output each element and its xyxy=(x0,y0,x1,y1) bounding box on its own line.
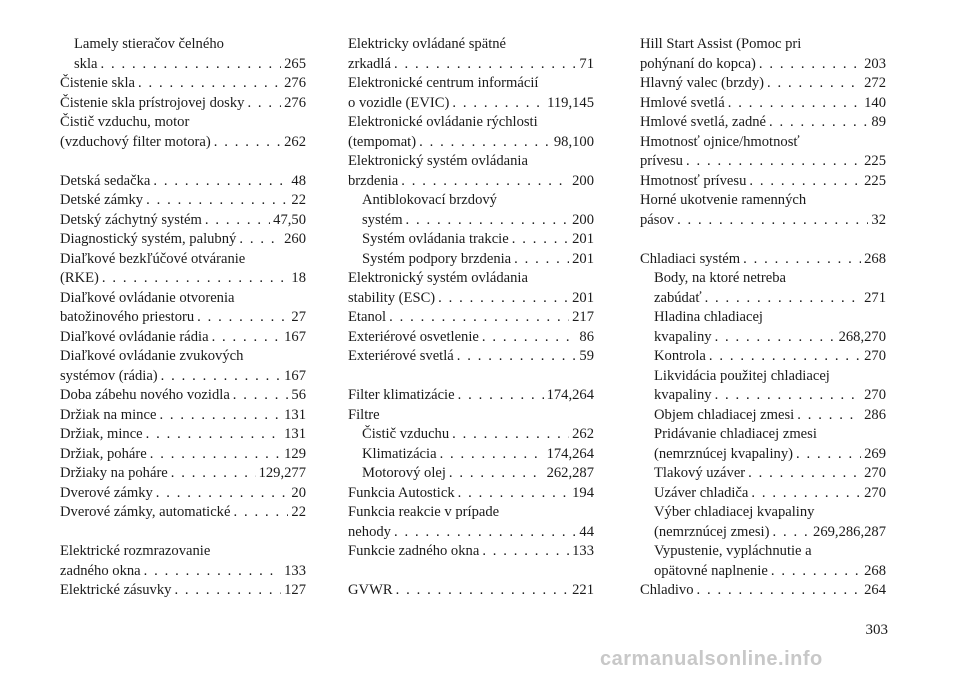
index-entry-page[interactable]: 269,286,287 xyxy=(813,523,886,540)
index-entry-text: Chladiaci systém xyxy=(640,250,741,267)
index-entry xyxy=(348,35,594,55)
dot-leader xyxy=(401,172,569,192)
index-entry-text: Kontrola xyxy=(654,348,706,364)
index-entry xyxy=(348,386,594,406)
index-entry-page[interactable]: 131 xyxy=(284,426,306,442)
dot-leader xyxy=(452,94,544,114)
index-spacer xyxy=(348,367,594,387)
index-entry-page[interactable]: 47,50 xyxy=(273,211,306,228)
index-entry xyxy=(640,581,886,601)
index-entry-page[interactable]: 268 xyxy=(864,562,886,579)
index-entry xyxy=(640,347,886,367)
index-entry-page[interactable]: 127 xyxy=(284,582,306,598)
index-entry-text: Motorový olej xyxy=(362,465,446,481)
index-entry-text: Hmotnosť prívesu xyxy=(640,172,747,189)
index-entry-page[interactable]: 200 xyxy=(572,211,594,228)
dot-leader xyxy=(150,445,281,465)
index-entry-page[interactable]: 272 xyxy=(864,75,886,91)
index-entry-text: Držiak na mince xyxy=(60,406,157,423)
dot-leader xyxy=(728,94,861,114)
index-entry-page[interactable]: 71 xyxy=(579,55,594,72)
index-entry-text: Hmlové svetlá xyxy=(640,94,725,111)
index-entry-text: Elektricky ovládané spätné xyxy=(348,36,507,52)
index-entry-text: Hladina chladiacej xyxy=(654,309,763,325)
index-entry xyxy=(348,211,594,231)
index-entry xyxy=(640,55,886,75)
index-entry xyxy=(348,133,594,153)
index-entry xyxy=(60,328,306,348)
index-entry-text: brzdenia xyxy=(348,172,399,189)
index-entry xyxy=(60,35,306,55)
index-entry-page[interactable]: 270 xyxy=(864,484,886,501)
index-entry xyxy=(60,542,306,562)
index-entry xyxy=(60,581,306,601)
index-entry xyxy=(640,386,886,406)
index-entry xyxy=(640,113,886,133)
index-entry-text: zrkadlá xyxy=(348,55,391,72)
index-entry-page[interactable]: 22 xyxy=(291,192,306,208)
index-entry xyxy=(60,94,306,114)
index-entry-text: Chladivo xyxy=(640,582,694,598)
index-entry-text: Hmlové svetlá, zadné xyxy=(640,114,767,130)
index-entry-page[interactable]: 129,277 xyxy=(258,465,306,481)
dot-leader xyxy=(452,425,569,445)
index-entry-text: Funkcie zadného okna xyxy=(348,543,480,559)
index-entry xyxy=(640,191,886,211)
index-entry xyxy=(640,269,886,289)
index-entry-page[interactable]: 20 xyxy=(291,484,306,501)
index-entry xyxy=(640,289,886,309)
index-entry-text: Vypustenie, vypláchnutie a xyxy=(654,543,812,559)
dot-leader xyxy=(705,289,862,309)
index-entry-text: pásov xyxy=(640,211,675,228)
index-entry-text: Diaľkové ovládanie otvorenia xyxy=(60,289,235,306)
index-entry-page[interactable]: 59 xyxy=(579,348,594,364)
index-entry xyxy=(640,503,886,523)
index-entry-text: Etanol xyxy=(348,309,387,325)
index-entry-page[interactable]: 276 xyxy=(284,94,306,111)
dot-leader xyxy=(233,386,289,406)
index-entry-text: systém xyxy=(362,211,403,228)
index-entry-page[interactable]: 262,287 xyxy=(546,465,594,481)
index-entry xyxy=(640,328,886,348)
index-entry-text: Filtre xyxy=(348,406,380,423)
dot-leader xyxy=(749,172,861,192)
index-column-1 xyxy=(60,35,306,601)
index-entry-text: Funkcia reakcie v prípade xyxy=(348,504,500,520)
index-entry xyxy=(60,211,306,231)
dot-leader xyxy=(743,250,861,270)
dot-leader xyxy=(153,172,288,192)
dot-leader xyxy=(748,464,861,484)
index-entry-text: o vozidle (EVIC) xyxy=(348,94,450,111)
index-entry-page[interactable]: 201 xyxy=(572,250,594,267)
index-entry-page[interactable]: 119,145 xyxy=(547,94,594,111)
index-entry xyxy=(348,191,594,211)
dot-leader xyxy=(396,581,570,601)
dot-leader xyxy=(697,581,862,601)
dot-leader xyxy=(715,328,836,348)
index-entry-text: Diaľkové bezkľúčové otváranie xyxy=(60,250,246,267)
index-entry xyxy=(640,35,886,55)
index-spacer xyxy=(60,152,306,172)
index-entry xyxy=(60,113,306,133)
dot-leader xyxy=(482,542,569,562)
index-entry-page[interactable]: 129 xyxy=(284,445,306,462)
index-spacer xyxy=(60,523,306,543)
index-entry-page[interactable]: 86 xyxy=(579,328,594,345)
dot-leader xyxy=(406,211,570,231)
index-entry-text: prívesu xyxy=(640,153,683,169)
index-entry-page[interactable]: 260 xyxy=(284,231,306,247)
index-entry-text: Detské zámky xyxy=(60,192,144,208)
index-entry-text: Detský záchytný systém xyxy=(60,211,202,228)
index-entry xyxy=(60,347,306,367)
index-entry-text: Doba zábehu nového vozidla xyxy=(60,387,230,403)
index-entry xyxy=(640,211,886,231)
index-entry xyxy=(60,269,306,289)
index-entry xyxy=(640,152,886,172)
index-entry-text: Výber chladiacej kvapaliny xyxy=(654,504,815,520)
dot-leader xyxy=(101,55,282,75)
index-entry-page[interactable]: 140 xyxy=(864,94,886,111)
index-entry-text: nehody xyxy=(348,523,391,540)
index-entry-text: Elektrické zásuvky xyxy=(60,582,172,598)
dot-leader xyxy=(233,503,288,523)
index-entry xyxy=(348,74,594,94)
index-entry-page[interactable]: 44 xyxy=(579,523,594,540)
dot-leader xyxy=(458,484,569,504)
dot-leader xyxy=(767,74,861,94)
index-entry xyxy=(640,562,886,582)
dot-leader xyxy=(686,152,861,172)
index-entry-page[interactable]: 268 xyxy=(864,250,886,267)
dot-leader xyxy=(144,562,281,582)
index-entry xyxy=(60,445,306,465)
index-entry xyxy=(60,484,306,504)
index-entry xyxy=(640,464,886,484)
index-entry-text: Likvidácia použitej chladiacej xyxy=(654,367,830,384)
index-entry-page[interactable]: 32 xyxy=(871,211,886,228)
index-entry-page[interactable]: 265 xyxy=(284,55,306,72)
page-number: 303 xyxy=(865,622,888,638)
index-entry-page[interactable]: 264 xyxy=(864,582,886,598)
index-entry xyxy=(348,445,594,465)
index-entry-page[interactable]: 174,264 xyxy=(546,445,594,462)
index-entry xyxy=(640,367,886,387)
index-entry xyxy=(60,367,306,387)
index-entry-text: Elektronické ovládanie rýchlosti xyxy=(348,114,538,130)
index-entry-text: pohýnaní do kopca) xyxy=(640,55,756,72)
watermark-text[interactable]: carmanualsonline.info xyxy=(600,648,823,670)
index-entry-text: batožinového priestoru xyxy=(60,309,195,325)
index-entry-page[interactable]: 200 xyxy=(572,172,594,189)
index-entry-text: zabúdať xyxy=(654,289,702,306)
index-entry-text: Systém ovládania trakcie xyxy=(362,231,509,247)
index-column-3 xyxy=(640,35,886,601)
index-entry xyxy=(348,250,594,270)
index-entry-page[interactable]: 269 xyxy=(864,445,886,462)
dot-leader xyxy=(440,445,544,465)
index-entry xyxy=(348,406,594,426)
index-entry xyxy=(348,542,594,562)
index-entry-page[interactable]: 262 xyxy=(572,426,594,442)
index-entry-text: (nemrznúcej kvapaliny) xyxy=(654,445,793,462)
dot-leader xyxy=(146,425,281,445)
index-entry-page[interactable]: 22 xyxy=(291,504,306,520)
index-entry-page[interactable]: 56 xyxy=(291,387,306,403)
index-entry xyxy=(60,250,306,270)
index-entry xyxy=(348,464,594,484)
index-entry xyxy=(60,289,306,309)
index-entry-page[interactable]: 167 xyxy=(284,328,306,345)
index-entry-page[interactable]: 286 xyxy=(864,406,886,423)
index-spacer xyxy=(640,230,886,250)
index-entry xyxy=(60,425,306,445)
index-entry-text: zadného okna xyxy=(60,562,141,579)
index-entry xyxy=(348,484,594,504)
index-entry-text: Hill Start Assist (Pomoc pri xyxy=(640,36,802,52)
index-entry-page[interactable]: 203 xyxy=(864,55,886,72)
index-entry xyxy=(60,230,306,250)
index-entry-text: Exteriérové osvetlenie xyxy=(348,328,479,345)
index-entry xyxy=(348,308,594,328)
index-entry-page[interactable]: 270 xyxy=(864,465,886,481)
index-entry-text: kvapaliny xyxy=(654,328,712,345)
index-entry-text: Dverové zámky xyxy=(60,484,153,501)
index-entry-page[interactable]: 262 xyxy=(284,133,306,150)
index-entry-text: Exteriérové svetlá xyxy=(348,348,454,364)
dot-leader xyxy=(751,484,861,504)
dot-leader xyxy=(138,74,281,94)
index-entry-text: Filter klimatizácie xyxy=(348,387,455,403)
index-entry-text: Klimatizácia xyxy=(362,445,437,462)
index-entry-page[interactable]: 48 xyxy=(291,172,306,189)
index-entry xyxy=(60,406,306,426)
index-entry-text: Funkcia Autostick xyxy=(348,484,455,501)
index-entry xyxy=(60,74,306,94)
index-entry-page[interactable]: 225 xyxy=(864,172,886,189)
dot-leader xyxy=(161,367,281,387)
index-entry xyxy=(348,152,594,172)
index-entry xyxy=(640,308,886,328)
index-entry-text: stability (ESC) xyxy=(348,289,436,306)
dot-leader xyxy=(171,464,256,484)
dot-leader xyxy=(239,230,281,250)
index-entry xyxy=(60,308,306,328)
index-entry xyxy=(60,172,306,192)
index-entry-page[interactable]: 98,100 xyxy=(553,133,594,150)
dot-leader xyxy=(759,55,861,75)
index-entry xyxy=(640,74,886,94)
index-entry-page[interactable]: 225 xyxy=(864,153,886,169)
index-entry xyxy=(348,503,594,523)
index-entry xyxy=(640,172,886,192)
index-entry-text: (vzduchový filter motora) xyxy=(60,133,211,150)
index-entry-page[interactable]: 217 xyxy=(572,309,594,325)
dot-leader xyxy=(677,211,868,231)
index-entry xyxy=(348,55,594,75)
index-entry-text: Detská sedačka xyxy=(60,172,151,189)
dot-leader xyxy=(438,289,569,309)
dot-leader xyxy=(102,269,288,289)
index-entry-page[interactable]: 167 xyxy=(284,367,306,384)
index-entry xyxy=(348,94,594,114)
index-entry xyxy=(640,484,886,504)
dot-leader xyxy=(156,484,289,504)
index-entry-text: Pridávanie chladiacej zmesi xyxy=(654,426,817,442)
index-entry-page[interactable]: 131 xyxy=(284,406,306,423)
index-entry xyxy=(348,523,594,543)
index-entry-page[interactable]: 133 xyxy=(572,543,594,559)
dot-leader xyxy=(394,523,576,543)
index-entry-text: kvapaliny xyxy=(654,387,712,403)
index-entry-page[interactable]: 221 xyxy=(572,582,594,598)
index-entry-text: Elektronický systém ovládania xyxy=(348,270,528,286)
index-entry-page[interactable]: 194 xyxy=(572,484,594,501)
index-entry xyxy=(348,172,594,192)
index-entry xyxy=(60,133,306,153)
index-entry-text: skla xyxy=(74,55,98,72)
index-entry-text: Elektrické rozmrazovanie xyxy=(60,543,211,559)
index-entry-text: Elektronický systém ovládania xyxy=(348,153,528,169)
index-entry xyxy=(640,425,886,445)
index-entry-text: Hmotnosť ojnice/hmotnosť xyxy=(640,133,800,150)
index-entry xyxy=(60,55,306,75)
index-entry-text: Čistenie skla prístrojovej dosky xyxy=(60,94,245,111)
index-entry-text: Lamely stieračov čelného xyxy=(74,36,224,52)
index-entry xyxy=(348,289,594,309)
index-entry-text: Čistič vzduchu xyxy=(362,426,450,442)
index-entry-page[interactable]: 268,270 xyxy=(838,328,886,345)
index-entry xyxy=(348,328,594,348)
index-entry-text: Hlavný valec (brzdy) xyxy=(640,75,764,91)
index-entry xyxy=(640,523,886,543)
dot-leader xyxy=(212,328,282,348)
index-entry xyxy=(640,133,886,153)
index-spacer xyxy=(348,562,594,582)
index-entry-page[interactable]: 276 xyxy=(284,75,306,91)
index-entry-text: (nemrznúcej zmesi) xyxy=(654,523,770,540)
index-entry-text: Čistič vzduchu, motor xyxy=(60,114,190,130)
index-entry-text: Uzáver chladiča xyxy=(654,484,749,501)
index-entry xyxy=(348,347,594,367)
index-entry-page[interactable]: 174,264 xyxy=(546,387,594,403)
index-entry xyxy=(640,445,886,465)
index-entry-page[interactable]: 27 xyxy=(291,309,306,325)
index-entry-page[interactable]: 201 xyxy=(572,231,594,247)
index-entry-text: Elektronické centrum informácií xyxy=(348,75,539,91)
index-entry-text: systémov (rádia) xyxy=(60,367,158,384)
index-entry xyxy=(640,94,886,114)
dot-leader xyxy=(771,562,861,582)
index-entry-page[interactable]: 271 xyxy=(864,289,886,306)
index-entry xyxy=(60,562,306,582)
index-entry-text: Systém podpory brzdenia xyxy=(362,250,512,267)
dot-leader xyxy=(769,113,868,133)
dot-leader xyxy=(389,308,569,328)
index-entry-text: Čistenie skla xyxy=(60,75,135,91)
index-entry-text: Držiak, poháre xyxy=(60,445,147,462)
dot-leader xyxy=(197,308,288,328)
index-entry-text: Držiak, mince xyxy=(60,426,143,442)
index-entry xyxy=(348,269,594,289)
dot-leader xyxy=(419,133,551,153)
index-entry-page[interactable]: 201 xyxy=(572,289,594,306)
dot-leader xyxy=(159,406,281,426)
index-entry-text: Držiaky na poháre xyxy=(60,465,168,481)
index-entry xyxy=(348,581,594,601)
index-entry xyxy=(348,113,594,133)
index-entry-page[interactable]: 270 xyxy=(864,387,886,403)
index-entry xyxy=(60,386,306,406)
index-entry-text: Objem chladiacej zmesi xyxy=(654,406,795,423)
dot-leader xyxy=(394,55,576,75)
index-entry-text: Diaľkové ovládanie zvukových xyxy=(60,348,244,364)
index-entry-text: GVWR xyxy=(348,582,393,598)
dot-leader xyxy=(205,211,270,231)
index-entry xyxy=(640,250,886,270)
index-entry xyxy=(60,191,306,211)
dot-leader xyxy=(514,250,569,270)
index-entry-text: Body, na ktoré netreba xyxy=(654,270,786,286)
index-entry xyxy=(348,230,594,250)
dot-leader xyxy=(214,133,281,153)
index-entry-text: (RKE) xyxy=(60,270,99,286)
index-entry xyxy=(60,464,306,484)
dot-leader xyxy=(449,464,544,484)
dot-leader xyxy=(482,328,577,348)
index-entry-text: Antiblokovací brzdový xyxy=(362,192,497,208)
dot-leader xyxy=(146,191,288,211)
index-entry-page[interactable]: 133 xyxy=(284,562,306,579)
dot-leader xyxy=(458,386,544,406)
index-entry xyxy=(348,425,594,445)
dot-leader xyxy=(457,347,577,367)
index-entry-text: Dverové zámky, automatické xyxy=(60,504,231,520)
index-entry-text: Diaľkové ovládanie rádia xyxy=(60,328,209,345)
dot-leader xyxy=(174,581,281,601)
dot-leader xyxy=(715,386,862,406)
index-entry xyxy=(640,542,886,562)
dot-leader xyxy=(247,94,281,114)
index-entry xyxy=(640,406,886,426)
index-column-2 xyxy=(348,35,594,601)
index-entry-text: Diagnostický systém, palubný xyxy=(60,231,237,247)
index-entry-page[interactable]: 89 xyxy=(871,114,886,130)
dot-leader xyxy=(512,230,569,250)
dot-leader xyxy=(772,523,810,543)
index-entry-text: Tlakový uzáver xyxy=(654,465,746,481)
dot-leader xyxy=(797,406,861,426)
index-entry-page[interactable]: 18 xyxy=(291,270,306,286)
index-entry xyxy=(60,503,306,523)
index-entry-text: opätovné naplnenie xyxy=(654,562,768,579)
index-entry-text: (tempomat) xyxy=(348,133,417,150)
index-entry-text: Horné ukotvenie ramenných xyxy=(640,192,807,208)
dot-leader xyxy=(796,445,861,465)
dot-leader xyxy=(709,347,861,367)
index-entry-page[interactable]: 270 xyxy=(864,348,886,364)
